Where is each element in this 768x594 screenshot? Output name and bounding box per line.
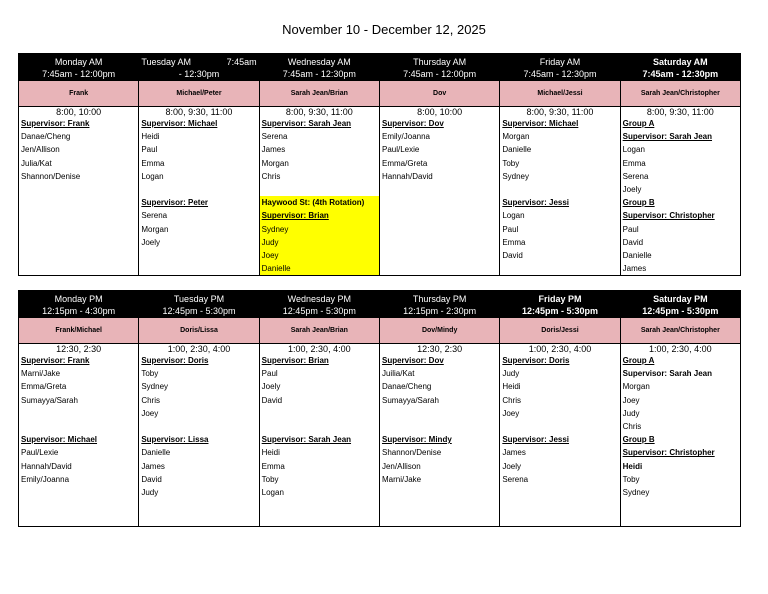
pm-day-header-friday: Friday PM 12:45pm - 5:30pm bbox=[500, 291, 620, 318]
supervisor-label: Supervisor: Brian bbox=[261, 356, 329, 365]
pm-day-header-thursday: Thursday PM 12:15pm - 2:30pm bbox=[379, 291, 499, 318]
pm-day-header-tuesday: Tuesday PM 12:45pm - 5:30pm bbox=[139, 291, 259, 318]
assignee: Paul bbox=[502, 224, 519, 234]
supervisor-label: Supervisor: Sarah Jean bbox=[261, 119, 352, 128]
am-col-tuesday bbox=[139, 117, 259, 276]
assignee: Chris bbox=[141, 395, 160, 405]
assignee: Serena bbox=[141, 211, 168, 221]
spacer bbox=[21, 407, 136, 420]
assignee: Shannon/Denise bbox=[21, 171, 81, 181]
assignee: Danae/Cheng bbox=[21, 132, 71, 142]
am-times-saturday: 8:00, 9:30, 11:00 bbox=[620, 107, 740, 118]
am-col-friday bbox=[500, 117, 620, 276]
assignee: James bbox=[622, 264, 647, 274]
assignee: Marni/Jake bbox=[381, 474, 422, 484]
assignee: Danielle bbox=[502, 145, 532, 155]
assignee: Morgan bbox=[502, 132, 530, 142]
am-times-tuesday: 8:00, 9:30, 11:00 bbox=[139, 107, 259, 118]
assignee: Paul bbox=[261, 369, 278, 379]
pm-day-header-row bbox=[19, 291, 741, 318]
assignee: David bbox=[622, 237, 644, 247]
page-title: November 10 - December 12, 2025 bbox=[282, 22, 486, 37]
assignee: James bbox=[502, 448, 526, 458]
pm-lead-tuesday: Doris/Lissa bbox=[139, 318, 259, 344]
assignee: Emma bbox=[502, 237, 526, 247]
supervisor-label: Supervisor: Sarah Jean bbox=[622, 132, 713, 142]
spacer bbox=[502, 183, 617, 196]
supervisor-label: Supervisor: Frank bbox=[21, 356, 90, 365]
supervisor-label: Supervisor: Doris bbox=[141, 356, 209, 365]
assignee: Paul/Lexie bbox=[21, 448, 59, 458]
am-times-wednesday: 8:00, 9:30, 11:00 bbox=[259, 107, 379, 118]
assignee: Judy bbox=[622, 408, 640, 418]
assignee: Joey bbox=[260, 249, 379, 262]
pm-col-saturday bbox=[620, 354, 740, 527]
pm-times-row bbox=[19, 344, 741, 355]
pm-times-friday: 1:00, 2:30, 4:00 bbox=[500, 344, 620, 355]
pm-lead-monday: Frank/Michael bbox=[19, 318, 139, 344]
assignee: Serena bbox=[502, 474, 529, 484]
supervisor-label: Supervisor: Lissa bbox=[141, 435, 209, 445]
assignee: Joey bbox=[141, 408, 159, 418]
pm-schedule-table bbox=[18, 290, 741, 527]
group-label: Group A bbox=[622, 119, 655, 128]
spacer bbox=[141, 420, 256, 433]
supervisor-label: Supervisor: Brian bbox=[260, 209, 379, 222]
group-label: Group A bbox=[622, 356, 655, 365]
supervisor-label: Supervisor: Sarah Jean bbox=[261, 435, 352, 445]
pm-day-header-monday: Monday PM 12:15pm - 4:30pm bbox=[19, 291, 139, 318]
spacer bbox=[502, 420, 617, 433]
haywood-rotation-label: Haywood St: (4th Rotation) bbox=[260, 196, 379, 209]
assignee: Hannah/David bbox=[21, 461, 72, 471]
assignee: Sumayya/Sarah bbox=[21, 395, 78, 405]
assignee: Joey bbox=[502, 408, 520, 418]
am-day-header-monday: Monday AM 7:45am - 12:00pm bbox=[19, 54, 139, 81]
assignee: Emma/Greta bbox=[21, 382, 67, 392]
pm-times-wednesday: 1:00, 2:30, 4:00 bbox=[259, 344, 379, 355]
assignee: Joely bbox=[141, 237, 161, 247]
group-label: Group B bbox=[622, 435, 655, 445]
am-day-header-saturday: Saturday AM 7:45am - 12:30pm bbox=[620, 54, 740, 81]
assignee: Chris bbox=[622, 421, 642, 431]
pm-assignments-row bbox=[19, 354, 741, 527]
assignee: Marni/Jake bbox=[21, 369, 61, 379]
pm-times-thursday: 12:30, 2:30 bbox=[379, 344, 499, 355]
assignee: Joely bbox=[502, 461, 521, 471]
spacer bbox=[141, 183, 256, 196]
assignee: Paul bbox=[141, 145, 158, 155]
supervisor-label: Supervisor: Doris bbox=[502, 356, 570, 365]
pm-times-saturday: 1:00, 2:30, 4:00 bbox=[620, 344, 740, 355]
assignee: Juilia/Kat bbox=[381, 369, 415, 379]
am-day-header-friday: Friday AM 7:45am - 12:30pm bbox=[500, 54, 620, 81]
am-col-thursday bbox=[379, 117, 499, 276]
assignee: Judy bbox=[502, 369, 520, 379]
am-day-header-row bbox=[19, 54, 741, 81]
pm-col-wednesday bbox=[259, 354, 379, 527]
spacer bbox=[382, 407, 497, 420]
assignee: Heidi bbox=[141, 132, 160, 142]
assignee: Judy bbox=[141, 487, 159, 497]
assignee: Joely bbox=[261, 382, 281, 392]
spacer bbox=[262, 420, 377, 433]
assignee: Chris bbox=[502, 395, 521, 405]
am-col-monday bbox=[19, 117, 139, 276]
assignee: Serena bbox=[622, 171, 649, 181]
spacer bbox=[382, 420, 497, 433]
assignee: Joely bbox=[622, 184, 642, 194]
supervisor-label: Supervisor: Dov bbox=[381, 356, 444, 365]
assignee: Sydney bbox=[502, 171, 529, 181]
pm-lead-wednesday: Sarah Jean/Brian bbox=[259, 318, 379, 344]
am-assignments-row bbox=[19, 117, 741, 276]
am-lead-monday: Frank bbox=[19, 81, 139, 107]
assignee: Emily/Joanna bbox=[381, 132, 431, 142]
am-times-thursday: 8:00, 10:00 bbox=[379, 107, 499, 118]
am-col-wednesday bbox=[259, 117, 379, 276]
assignee: Emma bbox=[622, 158, 646, 168]
assignee: Paul bbox=[622, 224, 639, 234]
pm-col-friday bbox=[500, 354, 620, 527]
assignee: Emma bbox=[261, 461, 285, 471]
pm-col-monday bbox=[19, 354, 139, 527]
assignee: Heidi bbox=[261, 448, 280, 458]
assignee: Logan bbox=[502, 211, 525, 221]
assignee: Judy bbox=[260, 236, 379, 249]
am-day-header-tuesday: Tuesday AM 7:45am - 12:30pm bbox=[139, 54, 259, 81]
assignee: Emma/Greta bbox=[381, 158, 428, 168]
assignee: Logan bbox=[622, 145, 645, 155]
am-times-monday: 8:00, 10:00 bbox=[19, 107, 139, 118]
assignee: Heidi bbox=[622, 461, 643, 471]
pm-times-tuesday: 1:00, 2:30, 4:00 bbox=[139, 344, 259, 355]
assignee: Joey bbox=[622, 395, 640, 405]
spacer bbox=[262, 183, 377, 196]
assignee: David bbox=[502, 250, 523, 260]
pm-lead-friday: Doris/Jessi bbox=[500, 318, 620, 344]
assignee: Emma bbox=[141, 158, 165, 168]
assignee: Emily/Joanna bbox=[21, 474, 70, 484]
assignee: Sumayya/Sarah bbox=[381, 395, 439, 405]
pm-lead-saturday: Sarah Jean/Christopher bbox=[620, 318, 740, 344]
supervisor-label: Supervisor: Dov bbox=[381, 119, 444, 128]
assignee: Shannon/Denise bbox=[381, 448, 442, 458]
am-lead-wednesday: Sarah Jean/Brian bbox=[259, 81, 379, 107]
assignee: Morgan bbox=[261, 158, 289, 168]
assignee: Danielle bbox=[141, 448, 171, 458]
supervisor-label: Supervisor: Mindy bbox=[381, 435, 452, 445]
assignee: Morgan bbox=[622, 382, 650, 392]
assignee: Toby bbox=[502, 158, 520, 168]
pm-col-thursday bbox=[379, 354, 499, 527]
assignee: Morgan bbox=[141, 224, 169, 234]
assignee: Hannah/David bbox=[381, 171, 433, 181]
supervisor-label: Supervisor: Peter bbox=[141, 198, 209, 208]
assignee: Julia/Kat bbox=[21, 158, 52, 168]
assignee: Sydney bbox=[141, 382, 169, 392]
pm-lead-row bbox=[19, 318, 741, 344]
supervisor-label: Supervisor: Michael bbox=[502, 119, 579, 128]
assignee: Logan bbox=[141, 171, 164, 181]
assignee: Chris bbox=[261, 171, 281, 181]
supervisor-label: Supervisor: Jessi bbox=[502, 435, 570, 445]
supervisor-label: Supervisor: Michael bbox=[21, 435, 98, 445]
assignee: Toby bbox=[622, 474, 640, 484]
assignee: Jen/Allison bbox=[21, 145, 60, 155]
assignee: David bbox=[141, 474, 162, 484]
am-lead-thursday: Dov bbox=[379, 81, 499, 107]
pm-day-header-saturday: Saturday PM 12:45pm - 5:30pm bbox=[620, 291, 740, 318]
supervisor-label: Supervisor: Michael bbox=[141, 119, 218, 128]
pm-day-header-wednesday: Wednesday PM 12:45pm - 5:30pm bbox=[259, 291, 379, 318]
am-lead-tuesday: Michael/Peter bbox=[139, 81, 259, 107]
supervisor-label: Supervisor: Christopher bbox=[622, 448, 715, 458]
assignee: James bbox=[261, 145, 286, 155]
assignee: Serena bbox=[261, 132, 288, 142]
assignee: David bbox=[261, 395, 283, 405]
pm-col-tuesday bbox=[139, 354, 259, 527]
am-col-saturday bbox=[620, 117, 740, 276]
supervisor-label: Supervisor: Sarah Jean bbox=[622, 369, 713, 379]
am-lead-friday: Michael/Jessi bbox=[500, 81, 620, 107]
assignee: Jen/Allison bbox=[381, 461, 421, 471]
assignee: Toby bbox=[261, 474, 279, 484]
am-times-friday: 8:00, 9:30, 11:00 bbox=[500, 107, 620, 118]
supervisor-label: Supervisor: Frank bbox=[21, 119, 90, 128]
pm-times-monday: 12:30, 2:30 bbox=[19, 344, 139, 355]
am-day-header-thursday: Thursday AM 7:45am - 12:00pm bbox=[379, 54, 499, 81]
assignee: Logan bbox=[261, 487, 284, 497]
am-lead-saturday: Sarah Jean/Christopher bbox=[620, 81, 740, 107]
assignee: Danielle bbox=[260, 262, 379, 275]
assignee: Danae/Cheng bbox=[381, 382, 432, 392]
am-schedule-table bbox=[18, 53, 741, 276]
group-label: Group B bbox=[622, 198, 655, 208]
assignee: Sydney bbox=[260, 223, 379, 236]
assignee: Sydney bbox=[622, 487, 650, 497]
spacer bbox=[262, 407, 377, 420]
assignee: James bbox=[141, 461, 165, 471]
am-day-header-wednesday: Wednesday AM 7:45am - 12:30pm bbox=[259, 54, 379, 81]
assignee: Heidi bbox=[502, 382, 521, 392]
assignee: Danielle bbox=[622, 250, 652, 260]
am-times-row bbox=[19, 107, 741, 118]
supervisor-label: Supervisor: Christopher bbox=[622, 211, 715, 221]
pm-lead-thursday: Dov/Mindy bbox=[379, 318, 499, 344]
assignee: Toby bbox=[141, 369, 159, 379]
am-lead-row bbox=[19, 81, 741, 107]
supervisor-label: Supervisor: Jessi bbox=[502, 198, 570, 208]
assignee: Paul/Lexie bbox=[381, 145, 420, 155]
spacer bbox=[21, 420, 136, 433]
